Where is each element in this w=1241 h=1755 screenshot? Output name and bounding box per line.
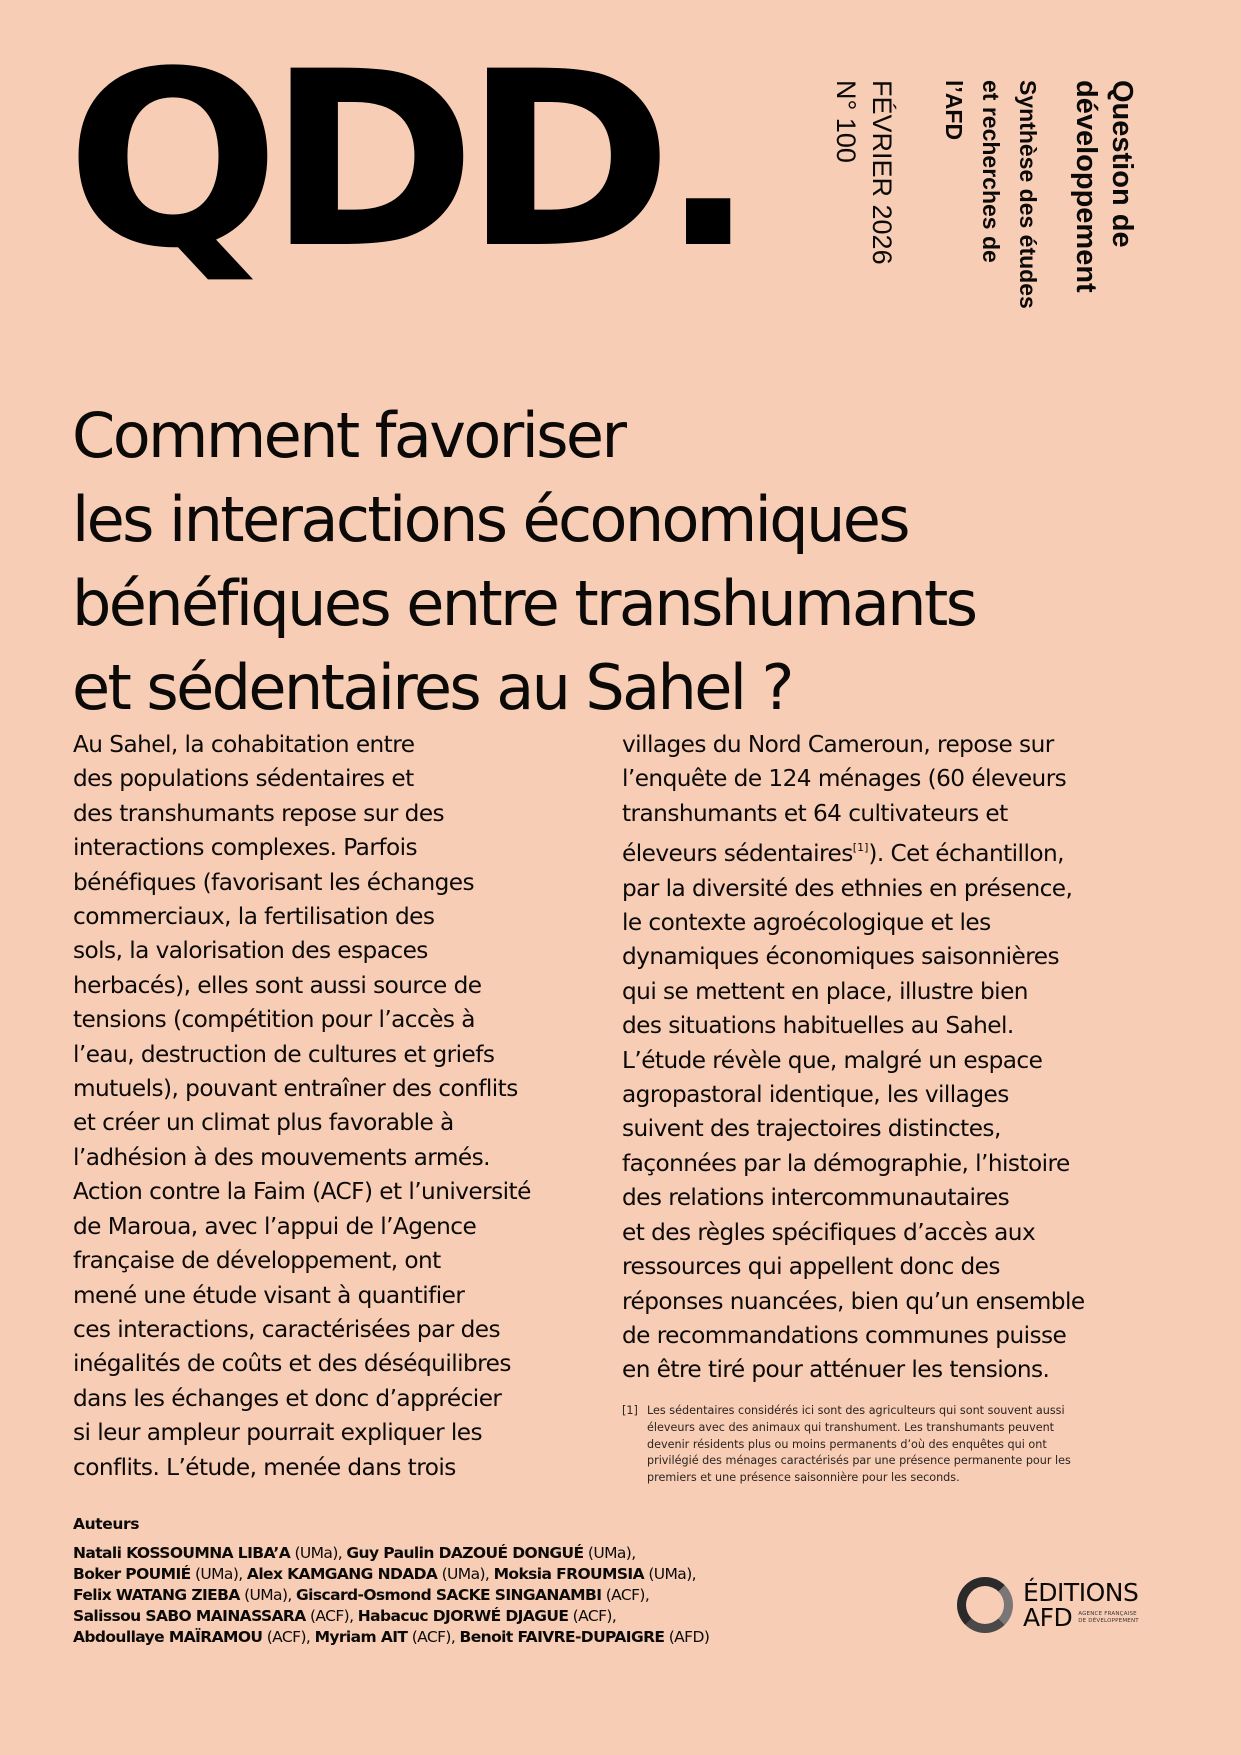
- body-line: dynamiques économiques saisonnières: [622, 943, 1059, 971]
- authors-line: Boker POUMIÉ (UMa), Alex KAMGANG NDADA (UMa), Moksia FROUMSIA (UMa),: [73, 1565, 696, 1583]
- authors-line: Natali KOSSOUMNA LIBA’A (UMa), Guy Paulin DAZOUÉ DONGUÉ (UMa),: [73, 1544, 636, 1562]
- body-line: éleveurs sédentaires[1]). Cet échantillon,: [622, 840, 1064, 868]
- footnote-line: premiers et une présence saisonnière pour les seconds.: [647, 1471, 960, 1485]
- author-name: Moksia FROUMSIA: [493, 1565, 644, 1583]
- body-line: et créer un climat plus favorable à: [73, 1109, 454, 1137]
- body-line: et des règles spécifiques d’accès aux: [622, 1218, 1036, 1246]
- body-line: ces interactions, caractérisées par des: [73, 1315, 500, 1343]
- series-subtitle-line: et recherches de: [978, 80, 1004, 263]
- body-line: ressources qui appellent donc des: [622, 1253, 1000, 1281]
- series-subtitle: [935, 80, 1046, 309]
- authors-line: Abdoullaye MAÏRAMOU (ACF), Myriam AIT (ACF), Benoit FAIVRE-DUPAIGRE (AFD): [73, 1628, 710, 1646]
- body-line: l’enquête de 124 ménages (60 éleveurs: [622, 765, 1067, 793]
- body-line: conflits. L’étude, menée dans trois: [73, 1453, 456, 1481]
- body-line: mutuels), pouvant entraîner des conflits: [73, 1075, 518, 1103]
- series-title-line: développement: [1070, 80, 1102, 293]
- publisher-name: ÉDITIONS: [1023, 1577, 1139, 1607]
- footnote-line: devenir résidents plus ou moins permanents d’où des enquêtes qui ont: [647, 1437, 1047, 1451]
- body-line: interactions complexes. Parfois: [73, 834, 417, 862]
- footnote-line: privilégié des ménages caractérisés par une présence permanente pour les: [647, 1454, 1071, 1468]
- body-line: des situations habituelles au Sahel.: [622, 1012, 1014, 1040]
- author-affiliation: (AFD): [668, 1628, 710, 1646]
- authors-list: [73, 1543, 709, 1648]
- author-name: Myriam AIT: [314, 1628, 408, 1646]
- footnote-reference[interactable]: [1]: [852, 841, 869, 855]
- issue-info: [828, 80, 900, 265]
- author-affiliation: (UMa): [648, 1565, 692, 1583]
- body-line: dans les échanges et donc d’apprécier: [73, 1384, 502, 1412]
- body-line: l’adhésion à des mouvements armés.: [73, 1143, 490, 1171]
- authors-line: Salissou SABO MAINASSARA (ACF), Habacuc DJORWÉ DJAGUE (ACF),: [73, 1607, 617, 1625]
- author-name: Natali KOSSOUMNA LIBA’A: [73, 1544, 291, 1562]
- author-name: Guy Paulin DAZOUÉ DONGUÉ: [346, 1544, 584, 1562]
- body-line: si leur ampleur pourrait expliquer les: [73, 1419, 483, 1447]
- author-affiliation: (UMa): [244, 1586, 288, 1604]
- author-name: Benoit FAIVRE-DUPAIGRE: [459, 1628, 665, 1646]
- author-affiliation: (UMa): [587, 1544, 632, 1562]
- body-line: inégalités de coûts et des déséquilibres: [73, 1350, 511, 1378]
- body-line: l’eau, destruction de cultures et griefs: [73, 1040, 495, 1068]
- body-line: commerciaux, la fertilisation des: [73, 903, 435, 931]
- body-line: de Maroua, avec l’appui de l’Agence: [73, 1212, 477, 1240]
- body-line: réponses nuancées, bien qu’un ensemble: [622, 1287, 1085, 1315]
- issue-date: FÉVRIER 2026: [867, 80, 897, 265]
- authors-heading: Auteurs: [73, 1515, 140, 1533]
- footnote-line: éleveurs avec des animaux qui transhument. Les transhumants peuvent: [647, 1420, 1055, 1434]
- series-title: [1068, 80, 1140, 293]
- body-line: transhumants et 64 cultivateurs et: [622, 799, 1008, 827]
- issue-number: N° 100: [831, 80, 861, 163]
- body-line: des populations sédentaires et: [73, 765, 414, 793]
- body-line: L’étude révèle que, malgré un espace: [622, 1046, 1043, 1074]
- agency-line: DE DÉVELOPPEMENT: [1078, 1617, 1139, 1624]
- body-line: le contexte agroécologique et les: [622, 909, 991, 937]
- footnote-number: [1]: [622, 1404, 638, 1417]
- series-subtitle-line: Synthèse des études: [1015, 80, 1041, 309]
- body-column-left: [73, 728, 531, 1485]
- body-line: mené une étude visant à quantifier: [73, 1281, 465, 1309]
- agency-line: AGENCE FRANÇAISE: [1078, 1610, 1137, 1617]
- series-subtitle-line: l’AFD: [941, 80, 967, 141]
- body-line: française de développement, ont: [73, 1247, 441, 1275]
- ring-logo-icon: [957, 1577, 1013, 1633]
- body-line: agropastoral identique, les villages: [622, 1081, 1009, 1109]
- author-name: Felix WATANG ZIEBA: [73, 1586, 240, 1604]
- footnote-text: [647, 1403, 1071, 1487]
- author-affiliation: (UMa): [294, 1544, 338, 1562]
- authors-line: Felix WATANG ZIEBA (UMa), Giscard-Osmond SACKE SINGANAMBI (ACF),: [73, 1586, 650, 1604]
- author-name: Habacuc DJORWÉ DJAGUE: [357, 1607, 569, 1625]
- author-affiliation: (UMa): [441, 1565, 485, 1583]
- page-title: [72, 394, 1192, 730]
- author-name: Boker POUMIÉ: [73, 1565, 191, 1583]
- body-line: herbacés), elles sont aussi source de: [73, 971, 482, 999]
- author-affiliation: (ACF): [266, 1628, 306, 1646]
- body-line: tensions (compétition pour l’accès à: [73, 1006, 475, 1034]
- body-line: des transhumants repose sur des: [73, 799, 445, 827]
- body-line: sols, la valorisation des espaces: [73, 937, 428, 965]
- body-line: des relations intercommunautaires: [622, 1184, 1010, 1212]
- body-line: villages du Nord Cameroun, repose sur: [622, 731, 1054, 758]
- author-affiliation: (UMa): [194, 1565, 239, 1583]
- series-title-line: Question de: [1106, 80, 1138, 248]
- publisher-logo: [957, 1577, 1139, 1633]
- author-affiliation: (ACF): [572, 1607, 612, 1625]
- publisher-agency: [1078, 1611, 1139, 1625]
- footnote: [622, 1403, 1071, 1487]
- title-line: Comment favoriser: [72, 398, 625, 472]
- body-line: de recommandations communes puisse: [622, 1321, 1067, 1349]
- body-column-right: [622, 728, 1085, 1388]
- title-line: bénéfiques entre transhumants: [72, 566, 976, 640]
- body-line: qui se mettent en place, illustre bien: [622, 977, 1028, 1005]
- footnote-line: Les sédentaires considérés ici sont des agriculteurs qui sont souvent aussi: [647, 1404, 1065, 1417]
- body-line: suivent des trajectoires distinctes,: [622, 1115, 1001, 1143]
- author-affiliation: (ACF): [411, 1628, 451, 1646]
- author-name: Giscard-Osmond SACKE SINGANAMBI: [296, 1586, 602, 1604]
- author-name: Alex KAMGANG NDADA: [246, 1565, 438, 1583]
- body-line: bénéfiques (favorisant les échanges: [73, 868, 475, 896]
- body-line: Au Sahel, la cohabitation entre: [73, 731, 415, 758]
- author-affiliation: (ACF): [605, 1586, 645, 1604]
- qdd-logo: QDD.: [66, 20, 744, 302]
- publisher-short: AFD: [1023, 1602, 1073, 1632]
- author-name: Salissou SABO MAINASSARA: [73, 1607, 306, 1625]
- author-affiliation: (ACF): [309, 1607, 350, 1625]
- title-line: et sédentaires au Sahel ?: [72, 650, 792, 724]
- body-line: façonnées par la démographie, l’histoire: [622, 1149, 1070, 1177]
- author-name: Abdoullaye MAÏRAMOU: [73, 1628, 263, 1646]
- body-line: Action contre la Faim (ACF) et l’université: [73, 1178, 531, 1206]
- body-line: par la diversité des ethnies en présence,: [622, 874, 1073, 902]
- body-line: en être tiré pour atténuer les tensions.: [622, 1356, 1050, 1384]
- title-line: les interactions économiques: [72, 482, 909, 556]
